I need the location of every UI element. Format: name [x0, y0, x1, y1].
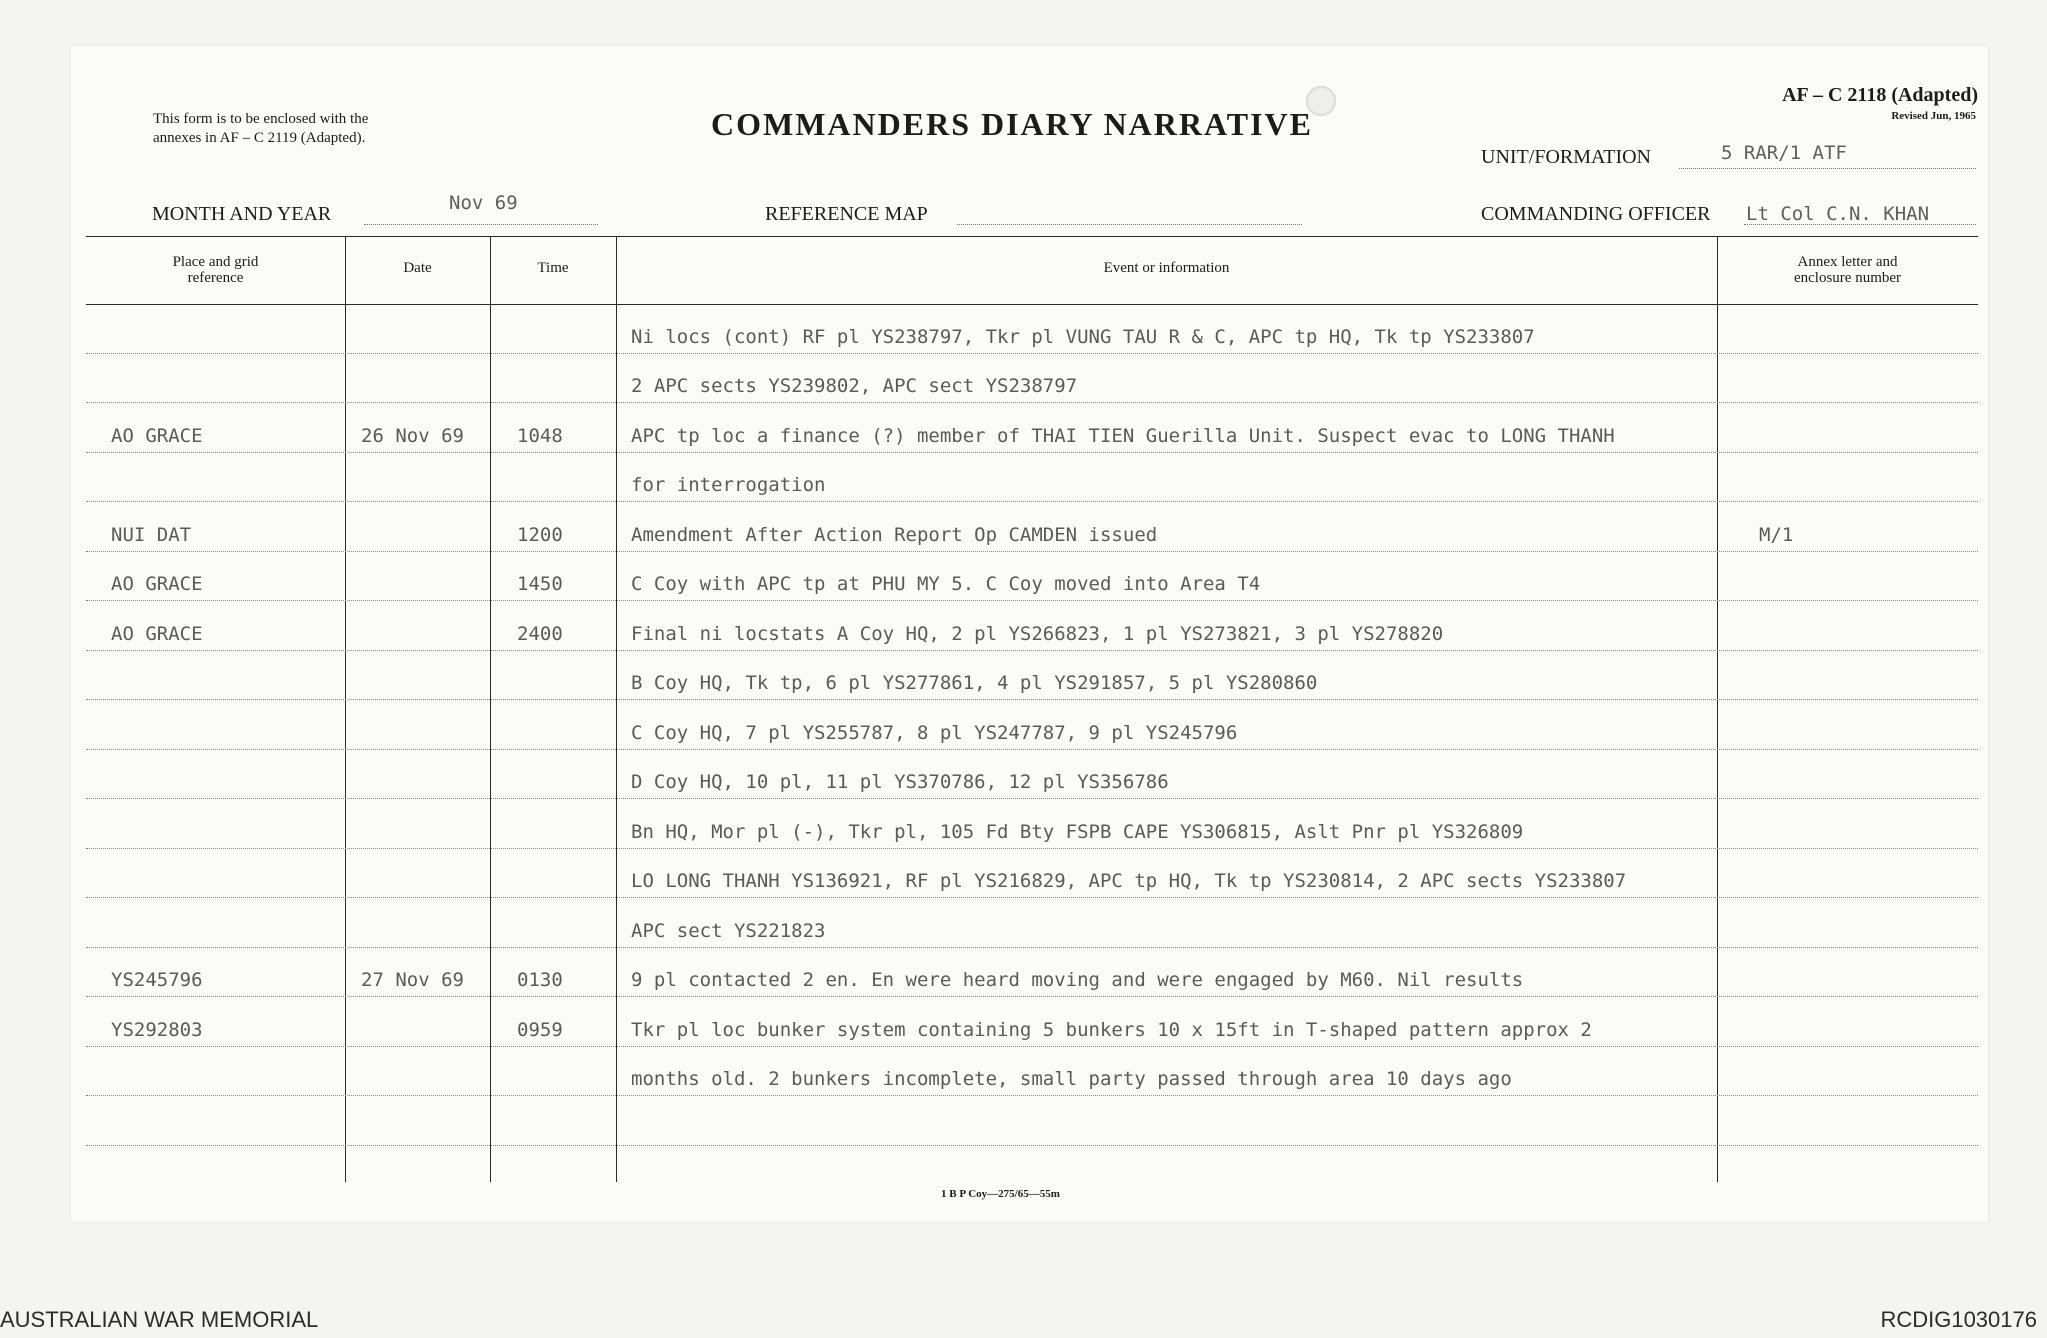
column-header-time: Time: [537, 260, 569, 276]
month-year-label: MONTH AND YEAR: [152, 203, 332, 225]
row-place: NUI DAT: [111, 523, 192, 546]
row-event: C Coy HQ, 7 pl YS255787, 8 pl YS247787, 9 pl YS245796: [631, 721, 1238, 744]
column-header-place-line1: Place and grid: [172, 254, 259, 270]
row-event: D Coy HQ, 10 pl, 11 pl YS370786, 12 pl YS356786: [631, 771, 1169, 793]
row-time: 1450: [517, 573, 563, 595]
row-event: B Coy HQ, Tk tp, 6 pl YS277861, 4 pl YS291857, 5 pl YS280860: [631, 672, 1318, 694]
column-header-annex-line2: enclosure number: [1793, 270, 1902, 286]
row-place: AO GRACE: [111, 622, 203, 645]
table-row: [86, 997, 1978, 1047]
unit-formation-label: UNIT/FORMATION: [1481, 146, 1651, 168]
column-header-date: Date: [403, 260, 432, 276]
row-place: YS245796: [111, 969, 203, 991]
printer-imprint: 1 B P Coy—275/65—55m: [941, 1188, 1060, 1200]
row-event: 2 APC sects YS239802, APC sect YS238797: [631, 375, 1078, 397]
table-row: [86, 1047, 1978, 1097]
month-year-rule: [364, 224, 598, 225]
table-row: [86, 898, 1978, 948]
table-row: [86, 502, 1978, 552]
diary-sheet: [71, 46, 1988, 1222]
month-year-value: Nov 69: [449, 192, 518, 214]
form-instruction-line2: annexes in AF – C 2119 (Adapted).: [153, 130, 366, 146]
column-header-event: Event or information: [1103, 260, 1230, 276]
table-row: [86, 849, 1978, 899]
reference-map-rule: [957, 224, 1302, 225]
row-event: APC tp loc a finance (?) member of THAI TIEN Guerilla Unit. Suspect evac to LONG THANH: [631, 424, 1615, 447]
row-place: AO GRACE: [111, 424, 203, 447]
row-annex: M/1: [1759, 523, 1794, 546]
commanding-officer-value: Lt Col C.N. KHAN: [1746, 203, 1930, 225]
row-event: Ni locs (cont) RF pl YS238797, Tkr pl VUNG TAU R & C, APC tp HQ, Tk tp YS233807: [631, 325, 1535, 348]
table-row: [86, 304, 1978, 354]
row-time: 0959: [517, 1018, 563, 1041]
table-row: [86, 552, 1978, 602]
row-time: 1200: [517, 523, 563, 546]
reference-map-label: REFERENCE MAP: [765, 203, 928, 225]
row-event: C Coy with APC tp at PHU MY 5. C Coy moved into Area T4: [631, 573, 1261, 595]
row-date: 27 Nov 69: [361, 969, 464, 991]
table-row: [86, 651, 1978, 701]
row-event: 9 pl contacted 2 en. En were heard moving and were engaged by M60. Nil results: [631, 969, 1524, 991]
table-row: [86, 601, 1978, 651]
row-date: 26 Nov 69: [361, 424, 464, 447]
table-top-border: [86, 236, 1978, 237]
commanding-officer-label: COMMANDING OFFICER: [1481, 203, 1711, 225]
column-header-place: [86, 254, 345, 286]
unit-formation-rule: [1679, 168, 1976, 169]
row-event: for interrogation: [631, 474, 826, 496]
table-row: [86, 354, 1978, 404]
row-event: Amendment After Action Report Op CAMDEN issued: [631, 523, 1158, 546]
table-row: [86, 403, 1978, 453]
form-code: AF – C 2118 (Adapted): [1782, 84, 1978, 106]
form-revision: Revised Jun, 1965: [1891, 110, 1976, 122]
table-row: [86, 453, 1978, 503]
unit-formation-value: 5 RAR/1 ATF: [1721, 142, 1847, 164]
table-row: [86, 750, 1978, 800]
row-event: months old. 2 bunkers incomplete, small party passed through area 10 days ago: [631, 1068, 1512, 1090]
row-rule: [86, 1145, 1978, 1146]
column-header-annex: [1717, 254, 1978, 286]
footer-institution: AUSTRALIAN WAR MEMORIAL: [0, 1307, 319, 1332]
row-place: AO GRACE: [111, 573, 203, 595]
row-time: 1048: [517, 424, 563, 447]
row-time: 2400: [517, 622, 563, 645]
table-row: [86, 700, 1978, 750]
row-event: APC sect YS221823: [631, 919, 826, 942]
table-row: [86, 1096, 1978, 1146]
column-header-annex-line1: Annex letter and: [1797, 254, 1898, 270]
row-event: Tkr pl loc bunker system containing 5 bunkers 10 x 15ft in T-shaped pattern approx 2: [631, 1018, 1592, 1041]
row-event: Bn HQ, Mor pl (-), Tkr pl, 105 Fd Bty FSPB CAPE YS306815, Aslt Pnr pl YS326809: [631, 820, 1524, 843]
row-event: Final ni locstats A Coy HQ, 2 pl YS266823, 1 pl YS273821, 3 pl YS278820: [631, 622, 1444, 645]
row-event: LO LONG THANH YS136921, RF pl YS216829, APC tp HQ, Tk tp YS230814, 2 APC sects YS233807: [631, 870, 1627, 892]
column-header-place-line2: reference: [187, 270, 244, 286]
form-instruction-line1: This form is to be enclosed with the: [153, 111, 369, 127]
footer-record-id: RCDIG1030176: [1880, 1307, 2037, 1332]
row-place: YS292803: [111, 1018, 203, 1041]
table-row: [86, 948, 1978, 998]
form-instruction: [153, 110, 368, 148]
page-title: COMMANDERS DIARY NARRATIVE: [711, 106, 1313, 142]
table-row: [86, 799, 1978, 849]
row-time: 0130: [517, 969, 563, 991]
